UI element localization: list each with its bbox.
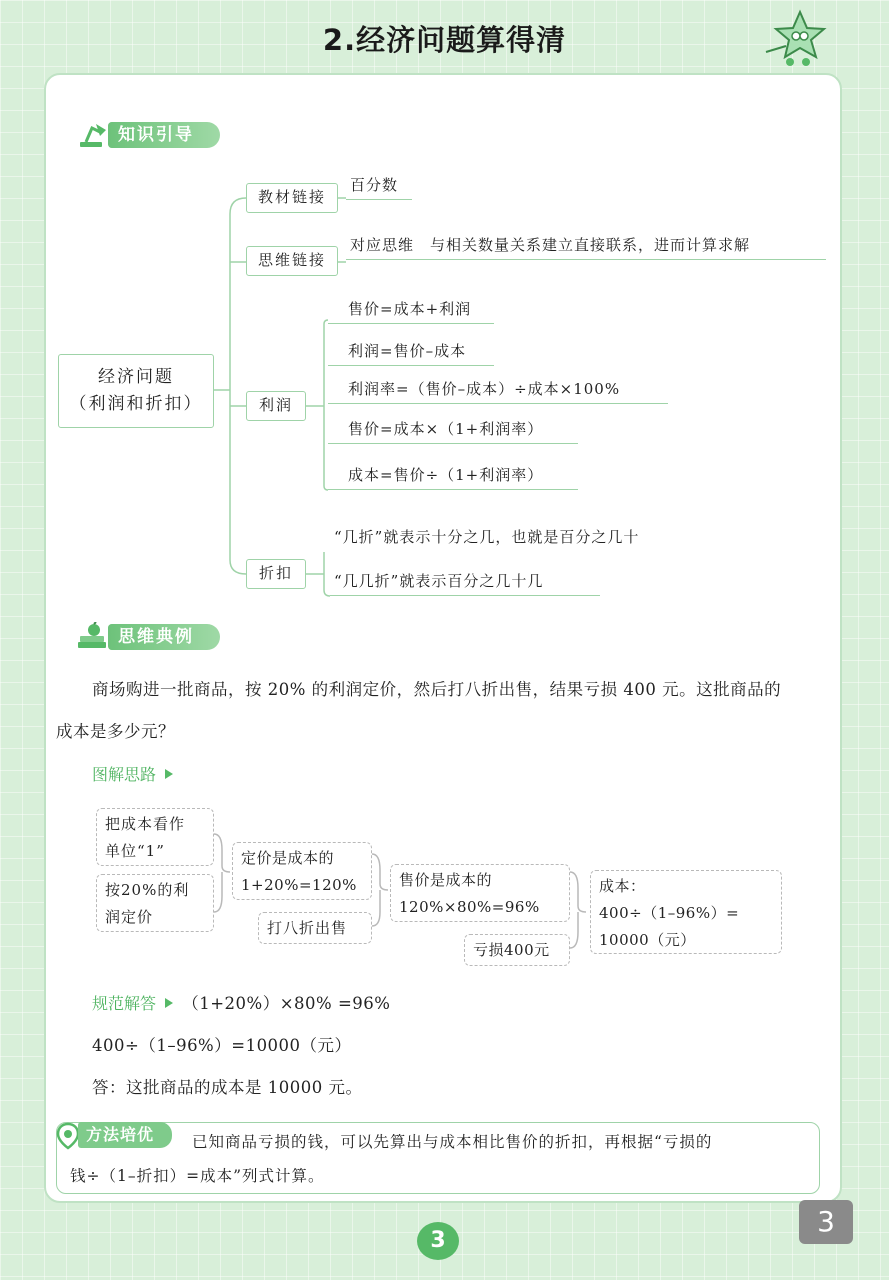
method-text-line-2: 钱÷（1–折扣）=成本”列式计算。 bbox=[70, 1167, 325, 1185]
branch-profit: 利润 bbox=[246, 391, 306, 421]
method-label-group bbox=[56, 1120, 186, 1150]
profit-formula-3: 利润率=（售价–成本）÷成本×100% bbox=[328, 376, 668, 404]
root-line-1: 经济问题 bbox=[98, 367, 174, 387]
profit-formula-1: 售价=成本+利润 bbox=[328, 296, 494, 324]
diagram-box-list-price bbox=[232, 842, 372, 900]
answer-line-1: （1+20%）×80% =96% bbox=[182, 994, 391, 1013]
diagram-box-sale-price-line-2: 120%×80%=96% bbox=[399, 898, 540, 916]
answer-line-3: 答：这批商品的成本是 10000 元。 bbox=[92, 1078, 363, 1097]
method-text-line-1: 已知商品亏损的钱，可以先算出与成本相比售价的折扣，再根据“亏损的 bbox=[192, 1133, 713, 1151]
map-pin-icon bbox=[56, 1122, 80, 1150]
branch-textbook-link: 教材链接 bbox=[246, 183, 338, 213]
method-label: 方法培优 bbox=[78, 1122, 172, 1148]
knowledge-section-title: 知识引导 bbox=[108, 122, 220, 148]
problem-line-2: 成本是多少元？ bbox=[56, 722, 175, 741]
diagram-box-pricing-line-1: 按20%的利 bbox=[105, 881, 190, 899]
diagram-label-row bbox=[92, 762, 174, 785]
diagram-box-list-price-line-1: 定价是成本的 bbox=[241, 849, 335, 867]
branch-discount: 折扣 bbox=[246, 559, 306, 589]
profit-formula-2: 利润=售价–成本 bbox=[328, 338, 494, 366]
diagram-box-unit-line-1: 把成本看作 bbox=[105, 815, 186, 833]
branch-thinking-link: 思维链接 bbox=[246, 246, 338, 276]
diagram-box-sale-price bbox=[390, 864, 570, 922]
discount-rule-1: “几折”就表示十分之几，也就是百分之几十 bbox=[334, 528, 640, 546]
problem-line-1: 商场购进一批商品，按 20% 的利润定价，然后打八折出售，结果亏损 400 元。这批商品的 bbox=[92, 680, 782, 699]
triangle-right-icon bbox=[164, 768, 174, 780]
answer-row bbox=[92, 990, 390, 1014]
diagram-box-cost bbox=[590, 870, 782, 954]
diagram-box-sale-price-line-1: 售价是成本的 bbox=[399, 871, 493, 889]
books-apple-icon bbox=[76, 622, 110, 650]
answer-line-2: 400÷（1–96%）=10000（元） bbox=[92, 1036, 352, 1055]
diagram-box-pricing-line-2: 润定价 bbox=[105, 908, 154, 926]
mindmap-root bbox=[58, 354, 214, 428]
page-title: 2.经济问题算得清 bbox=[322, 23, 567, 57]
root-line-2: （利润和折扣） bbox=[69, 394, 203, 414]
page-number: 3 bbox=[417, 1222, 459, 1260]
diagram-box-discount: 打八折出售 bbox=[258, 912, 372, 944]
discount-rule-2: “几几折”就表示百分之几十几 bbox=[330, 568, 600, 596]
diagram-box-loss: 亏损400元 bbox=[464, 934, 570, 966]
diagram-box-cost-line-2: 400÷（1–96%）= bbox=[599, 904, 740, 922]
answer-label: 规范解答 bbox=[92, 994, 157, 1013]
diagram-box-pricing bbox=[96, 874, 214, 932]
diagram-box-cost-line-1: 成本： bbox=[599, 877, 646, 895]
profit-formula-4: 售价=成本×（1+利润率） bbox=[328, 416, 578, 444]
triangle-right-icon bbox=[164, 997, 174, 1009]
diagram-box-unit bbox=[96, 808, 214, 866]
profit-formula-5: 成本=售价÷（1+利润率） bbox=[328, 462, 578, 490]
diagram-box-unit-line-2: 单位“1” bbox=[105, 842, 165, 860]
corner-page-badge: 3 bbox=[799, 1200, 853, 1244]
diagram-box-cost-line-3: 10000（元） bbox=[599, 931, 696, 949]
branch-textbook-item: 百分数 bbox=[346, 172, 412, 200]
example-section-header bbox=[76, 622, 256, 652]
example-section-title: 思维典例 bbox=[108, 624, 220, 650]
branch-thinking-item: 对应思维 与相关数量关系建立直接联系，进而计算求解 bbox=[346, 232, 826, 260]
diagram-box-list-price-line-2: 1+20%=120% bbox=[241, 876, 357, 894]
diagram-label: 图解思路 bbox=[92, 765, 157, 784]
